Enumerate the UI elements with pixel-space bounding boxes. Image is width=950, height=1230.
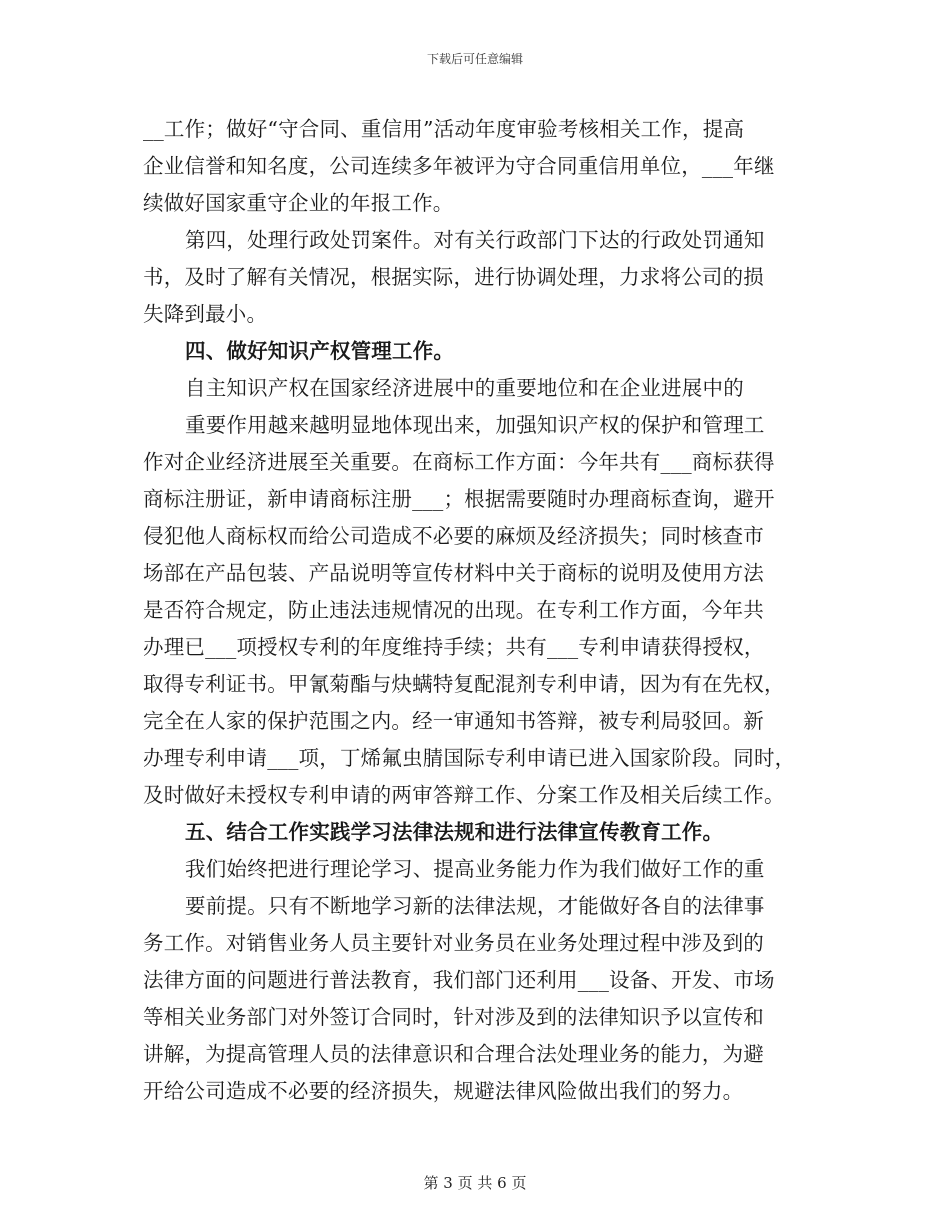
- text-line: 重要作用越来越明显地体现出来，加强知识产权的保护和管理工: [185, 413, 765, 437]
- text-line: 商标注册证，新申请商标注册___；根据需要随时办理商标查询，避开: [143, 487, 775, 511]
- text-line: 法律方面的问题进行普法教育，我们部门还利用___设备、开发、市场: [143, 968, 775, 992]
- text-line: __工作；做好“守合同、重信用”活动年度审验考核相关工作，提高: [143, 117, 745, 141]
- text-line: 续做好国家重守企业的年报工作。: [143, 191, 454, 215]
- text-line: 场部在产品包装、产品说明等宣传材料中关于商标的说明及使用方法: [143, 561, 764, 585]
- text-line: 等相关业务部门对外签订合同时，针对涉及到的法律知识予以宣传和: [143, 1005, 764, 1029]
- text-line: 作对企业经济进展至关重要。在商标工作方面：今年共有___商标获得: [143, 450, 775, 474]
- text-line: 失降到最小。: [143, 302, 268, 326]
- text-line: 企业信誉和知名度，公司连续多年被评为守合同重信用单位，___年继: [143, 154, 775, 178]
- text-line: 取得专利证书。甲氰菊酯与炔螨特复配混剂专利申请，因为有在先权，: [143, 672, 785, 696]
- text-line: 侵犯他人商标权而给公司造成不必要的麻烦及经济损失；同时核查市: [143, 524, 764, 548]
- text-line: 第四，处理行政处罚案件。对有关行政部门下达的行政处罚通知: [185, 228, 765, 252]
- text-line: 自主知识产权在国家经济进展中的重要地位和在企业进展中的: [185, 376, 744, 400]
- text-line: 办理专利申请___项，丁烯氟虫腈国际专利申请已进入国家阶段。同时，: [143, 746, 796, 770]
- section-heading: 四、做好知识产权管理工作。: [185, 339, 455, 363]
- text-line: 是否符合规定，防止违法违规情况的出现。在专利工作方面，今年共: [143, 598, 764, 622]
- text-line: 办理已___项授权专利的年度维持手续；共有___专利申请获得授权，: [143, 635, 765, 659]
- text-line: 务工作。对销售业务人员主要针对业务员在业务处理过程中涉及到的: [143, 931, 764, 955]
- page-header: 下载后可任意编辑: [426, 52, 523, 66]
- text-line: 书，及时了解有关情况，根据实际，进行协调处理，力求将公司的损: [143, 265, 764, 289]
- text-line: 开给公司造成不必要的经济损失，规避法律风险做出我们的努力。: [143, 1079, 744, 1103]
- text-line: 要前提。只有不断地学习新的法律法规，才能做好各自的法律事: [185, 894, 765, 918]
- text-line: 我们始终把进行理论学习、提高业务能力作为我们做好工作的重: [185, 857, 765, 881]
- text-line: 讲解，为提高管理人员的法律意识和合理合法处理业务的能力，为避: [143, 1042, 764, 1066]
- text-line: 完全在人家的保护范围之内。经一审通知书答辩，被专利局驳回。新: [143, 709, 764, 733]
- page-footer: 第 3 页 共 6 页: [423, 1174, 527, 1192]
- text-line: 及时做好未授权专利申请的两审答辩工作、分案工作及相关后续工作。: [143, 783, 785, 807]
- section-heading: 五、结合工作实践学习法律法规和进行法律宣传教育工作。: [185, 820, 724, 844]
